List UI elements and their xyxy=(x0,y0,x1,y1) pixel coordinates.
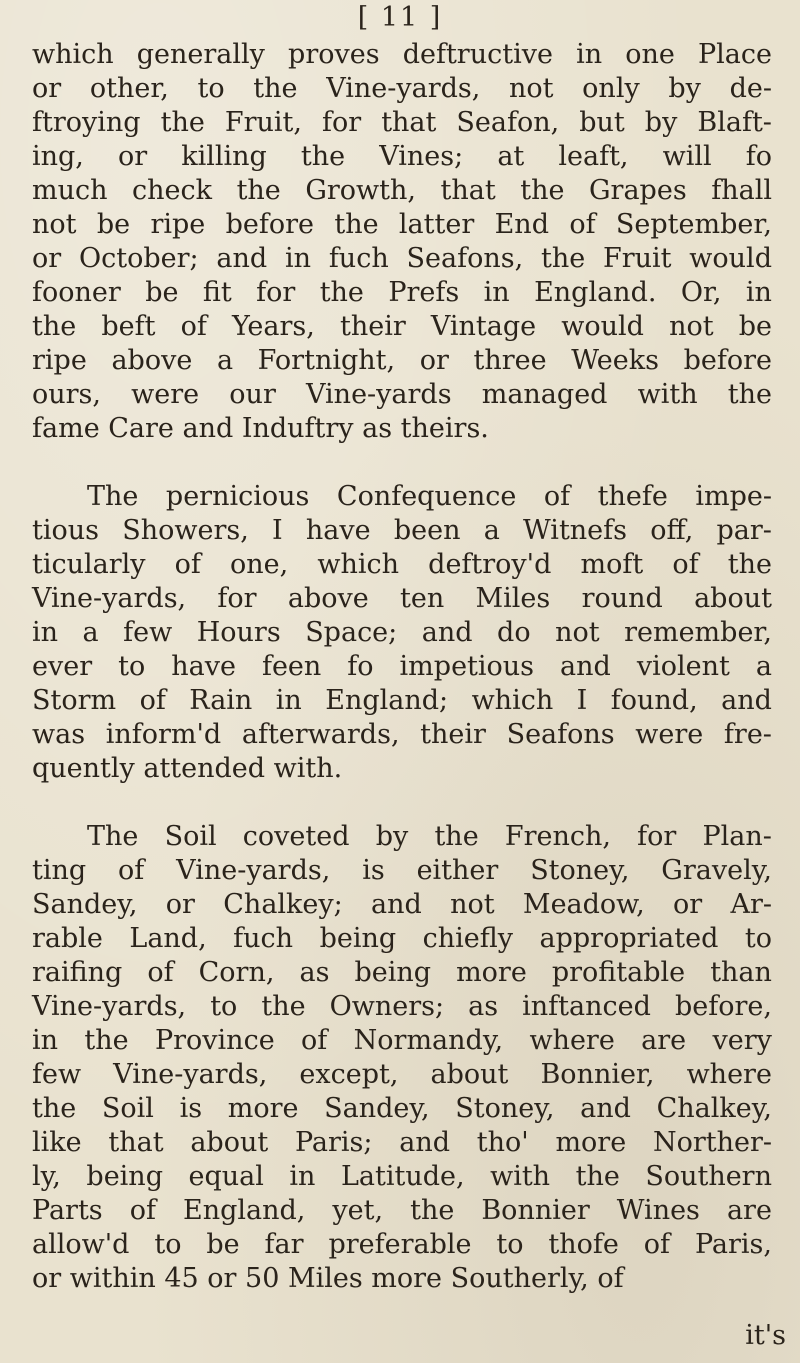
paragraph xyxy=(32,480,792,786)
text-line: ly, being equal in Latitude, with the Southern xyxy=(32,1161,772,1192)
text-line: Vine-yards, for above ten Miles round about xyxy=(32,583,772,614)
paragraph xyxy=(32,38,792,446)
body-text xyxy=(32,38,792,1330)
text-line: ripe above a Fortnight, or three Weeks before xyxy=(32,345,772,376)
text-line: few Vine-yards, except, about Bonnier, where xyxy=(32,1059,772,1090)
text-line: in the Province of Normandy, where are very xyxy=(32,1025,772,1056)
text-line: much check the Growth, that the Grapes fhall xyxy=(32,175,772,206)
text-line: which generally proves deftructive in one Place xyxy=(32,39,772,70)
page-number: [ 11 ] xyxy=(357,2,443,33)
text-line: tious Showers, I have been a Witnefs off, par- xyxy=(32,515,772,546)
text-line: or within 45 or 50 Miles more Southerly, of xyxy=(32,1263,624,1294)
text-line: ours, were our Vine-yards managed with the xyxy=(32,379,772,410)
text-line: like that about Paris; and tho' more Norther- xyxy=(32,1127,772,1158)
text-line: the beft of Years, their Vintage would not be xyxy=(32,311,772,342)
text-line: ftroying the Fruit, for that Seafon, but by Blaft- xyxy=(32,107,772,138)
text-line: not be ripe before the latter End of September, xyxy=(32,209,772,240)
text-line: ever to have feen fo impetious and violent a xyxy=(32,651,772,682)
text-line: or other, to the Vine-yards, not only by de- xyxy=(32,73,772,104)
text-line: allow'd to be far preferable to thofe of Paris, xyxy=(32,1229,772,1260)
text-line: ticularly of one, which deftroy'd moft of the xyxy=(32,549,772,580)
text-line: ing, or killing the Vines; at leaft, will fo xyxy=(32,141,772,172)
text-line: quently attended with. xyxy=(32,753,343,784)
text-line: fame Care and Induftry as theirs. xyxy=(32,413,489,444)
text-line: ting of Vine-yards, is either Stoney, Gravely, xyxy=(32,855,772,886)
text-line: The Soil coveted by the French, for Plan- xyxy=(87,821,772,852)
catchword: it's xyxy=(745,1320,786,1351)
text-line: or October; and in fuch Seafons, the Fruit would xyxy=(32,243,772,274)
text-line: fooner be fit for the Prefs in England. Or, in xyxy=(32,277,772,308)
text-line: Sandey, or Chalkey; and not Meadow, or Ar- xyxy=(32,889,772,920)
text-line: rable Land, fuch being chiefly appropriated to xyxy=(32,923,772,954)
text-line: was inform'd afterwards, their Seafons were fre- xyxy=(32,719,772,750)
text-line: in a few Hours Space; and do not remember, xyxy=(32,617,772,648)
text-line: the Soil is more Sandey, Stoney, and Chalkey, xyxy=(32,1093,772,1124)
text-line: raifing of Corn, as being more profitable than xyxy=(32,957,772,988)
text-line: Parts of England, yet, the Bonnier Wines are xyxy=(32,1195,772,1226)
text-line: Vine-yards, to the Owners; as inftanced before, xyxy=(32,991,772,1022)
paragraph xyxy=(32,820,792,1296)
text-line: Storm of Rain in England; which I found, and xyxy=(32,685,772,716)
text-line: The pernicious Confequence of thefe impe- xyxy=(87,481,772,512)
